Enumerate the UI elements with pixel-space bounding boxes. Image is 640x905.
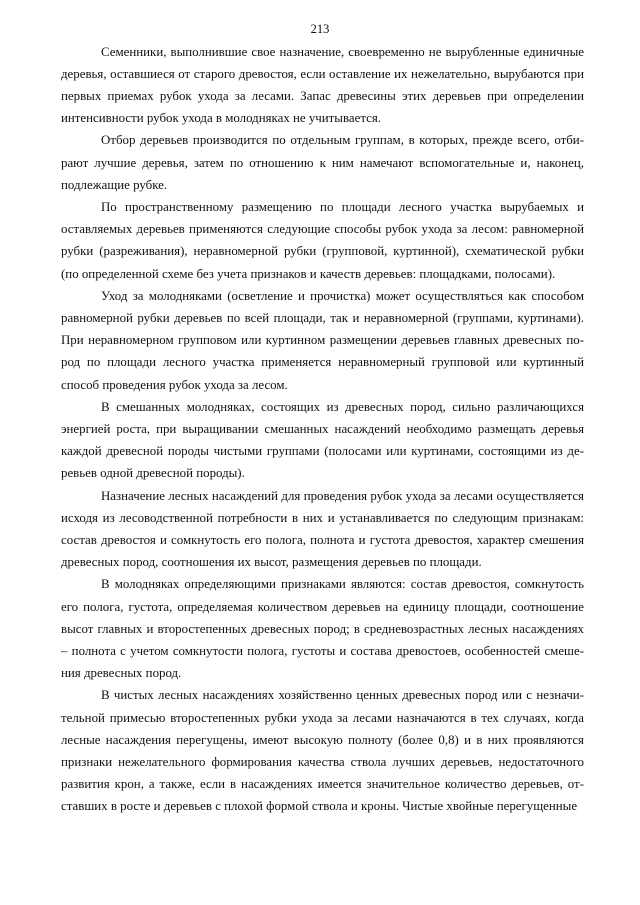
paragraph: Семенники, выполнившие свое назначение, своевременно не вырубленные единичные деревья, оставшиеся от старого древостоя, если оставление их нежелательно, вырубаются при первых приемах рубок ухода за лесами. Запас древесины этих деревьев при определении интенсивности рубок ухода в молодняках не учитывается. [61, 44, 584, 126]
paragraph: В чистых лесных насаждениях хозяйственно ценных древесных пород или с незначительной примесью второстепенных рубки ухода за лесами назначаются в тех случаях, когда лесные насаждения перегущены, имеют высокую полноту (более 0,8) и в них проявляются признаки нежелательного формирования качества ствола лучших деревьев, недостаточного развития крон, а также, если в насаждениях имеется значительное количество деревьев, отставших в росте и деревьев с плохой формой ствола и кроны. Чистые хвойные перегущенные [61, 688, 584, 814]
paragraph: Уход за молодняками (осветление и прочистка) может осуществляться как способом равномерной рубки деревьев по всей площади, так и неравномерной (группами, куртинами). При неравномерном групповом или куртинном размещении деревьев главных древесных пород по площади лесного участка применяется неравномерный групповой или куртинный способ проведения рубок ухода за лесом. [61, 288, 584, 392]
paragraph: Отбор деревьев производится по отдельным группам, в которых, прежде всего, отбирают лучшие деревья, затем по отношению к ним намечают вспомогательные и, наконец, подлежащие рубке. [61, 133, 584, 192]
body-text [61, 41, 584, 818]
paragraph: В молодняках определяющими признаками являются: состав древостоя, сомкнутость его полога, густота, определяемая количеством деревьев на единицу площади, соотношение высот главных и второстепенных древесных пород; в средневозрастных лесных насаждениях – полнота с учетом сомкнутости полога, густоты и состава древостоев, особенностей смешения древесных пород. [61, 577, 584, 681]
paragraph: По пространственному размещению по площади лесного участка вырубаемых и оставляемых деревьев применяются следующие способы рубок ухода за лесом: равномерной рубки (разреживания), неравномерной рубки (групповой, куртинной), схематической рубки (по определенной схеме без учета признаков и качеств деревьев: площадками, полосами). [61, 199, 584, 281]
paragraph: В смешанных молодняках, состоящих из древесных пород, сильно различающихся энергией роста, при выращивании смешанных насаждений необходимо размещать деревья каждой древесной породы чистыми группами (полосами или куртинами, состоящими из деревьев одной древесной породы). [61, 399, 584, 481]
paragraph: Назначение лесных насаждений для проведения рубок ухода за лесами осуществляется исходя из лесоводственной потребности в них и устанавливается по следующим признакам: состав древостоя и сомкнутость его полога, полнота и густота древостоя, характер смешения древесных пород, соотношения их высот, размещения деревьев по площади. [61, 488, 584, 570]
page-number: 213 [310, 22, 330, 36]
